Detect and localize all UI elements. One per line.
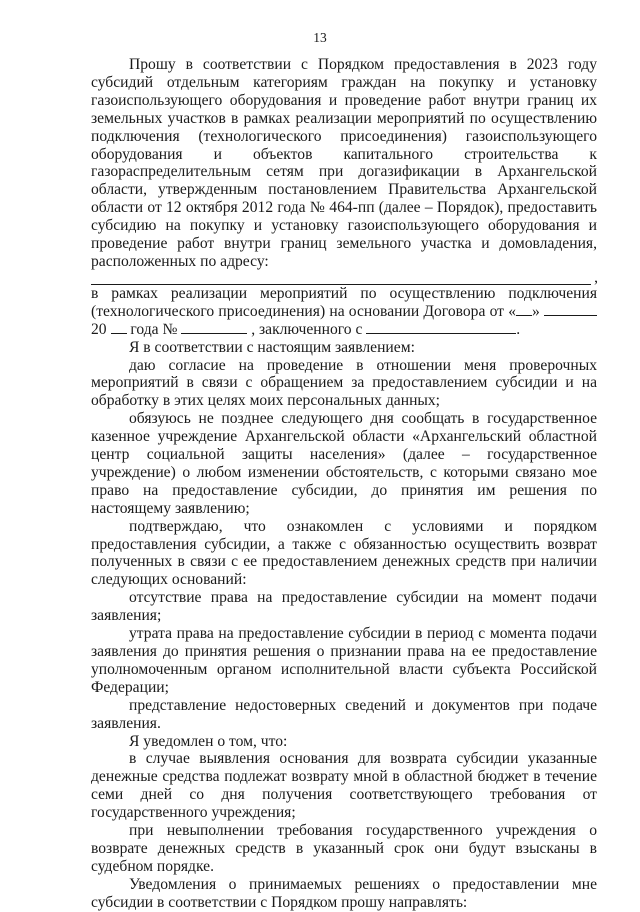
contract-year-blank[interactable] [111,321,127,334]
address-comma: , [594,268,598,286]
page-number: 13 [313,30,327,45]
consent-paragraph: даю согласие на проведение в отношении меня проверочных мероприятий в связи с обращением за предоставлением субсидии и на обработку в этих целях моих персональных данных; [91,356,597,410]
refund-notice: в случае выявления основания для возврата субсидии указанные денежные средства подлежат возврату мной в областной бюджет в течение семи дней со дня получения соответствующего требования от государственного учреждения; [91,750,597,822]
notice-intro: Я уведомлен о том, что: [129,732,288,750]
court-recovery-notice: при невыполнении требования государственного учреждения о возврате денежных средств в указанный срок они будут взысканы в судебном порядке. [91,822,597,875]
request-text: Прошу в соответствии с Порядком предоставления в 2023 году субсидий отдельным категориям граждан на покупку и установку газоиспользующего оборудования и проведение работ внутри границ их земельных участков в рамках реализации мероприятий по осуществлению подключения (технологического присоединения) газоиспользующего оборудования и объектов капитального строительства к газораспределительным сетям при догазификации в Архангельской области, утвержденным постановлением Правительства Архангельской области от 12 октября 2012 года № 464-пп (далее – Порядок), предоставить субсидию на покупку и установку газоиспользующего оборудования и проведение работ внутри границ земельного участка и домовладения, расположенных по адресу: [91,56,597,270]
contract-paragraph [91,285,597,339]
ground-no-right: отсутствие права на предоставление субсидии на момент подачи заявления; [91,589,597,625]
contract-concluded-label: , заключенного с [247,320,367,338]
contract-number-label: года № [126,320,182,338]
ground-false-info: представление недостоверных сведений и документов при подаче заявления. [91,696,597,732]
contract-number-blank[interactable] [181,321,247,334]
request-paragraph [91,56,597,271]
contract-end-period: . [516,320,521,338]
confirmation-paragraph: подтверждаю, что ознакомлен с условиями и порядком предоставления субсидии, а также с обязанностью осуществить возврат полученных в связи с ее предоставлением денежных средств при наличии следующих оснований: [91,517,597,589]
statement-intro: Я в соответствии с настоящим заявлением: [129,338,415,356]
obligation-paragraph: обязуюсь не позднее следующего дня сообщать в государственное казенное учреждение Архангельской области «Архангельский областной центр социальной защиты населения» (далее – государственное учреждение) о любом изменении обстоятельств, с которыми связано мое право на предоставление субсидии, до принятия им решения по настоящему заявлению; [91,410,597,517]
contract-party-blank[interactable] [366,321,516,334]
address-blank-line[interactable] [91,268,598,286]
contract-text-quote: » [532,302,544,320]
contract-year-prefix: 20 [91,320,111,338]
notification-request: Уведомления о принимаемых решениях о предоставлении мне субсидии в соответствии с Порядком прошу направлять: [91,875,597,911]
contract-month-blank[interactable] [544,303,597,316]
contract-day-blank[interactable] [516,303,532,316]
contract-text-start: в рамках реализации мероприятий по осуществлению подключения (технологического присоединения) на основании Договора от « [91,284,597,320]
ground-loss-of-right: утрата права на предоставление субсидии в период с момента подачи заявления до принятия решения о признании права на ее предоставление уполномоченным органом исполнительной власти субъекта Российской Федерации; [91,625,597,696]
document-body [91,56,597,912]
